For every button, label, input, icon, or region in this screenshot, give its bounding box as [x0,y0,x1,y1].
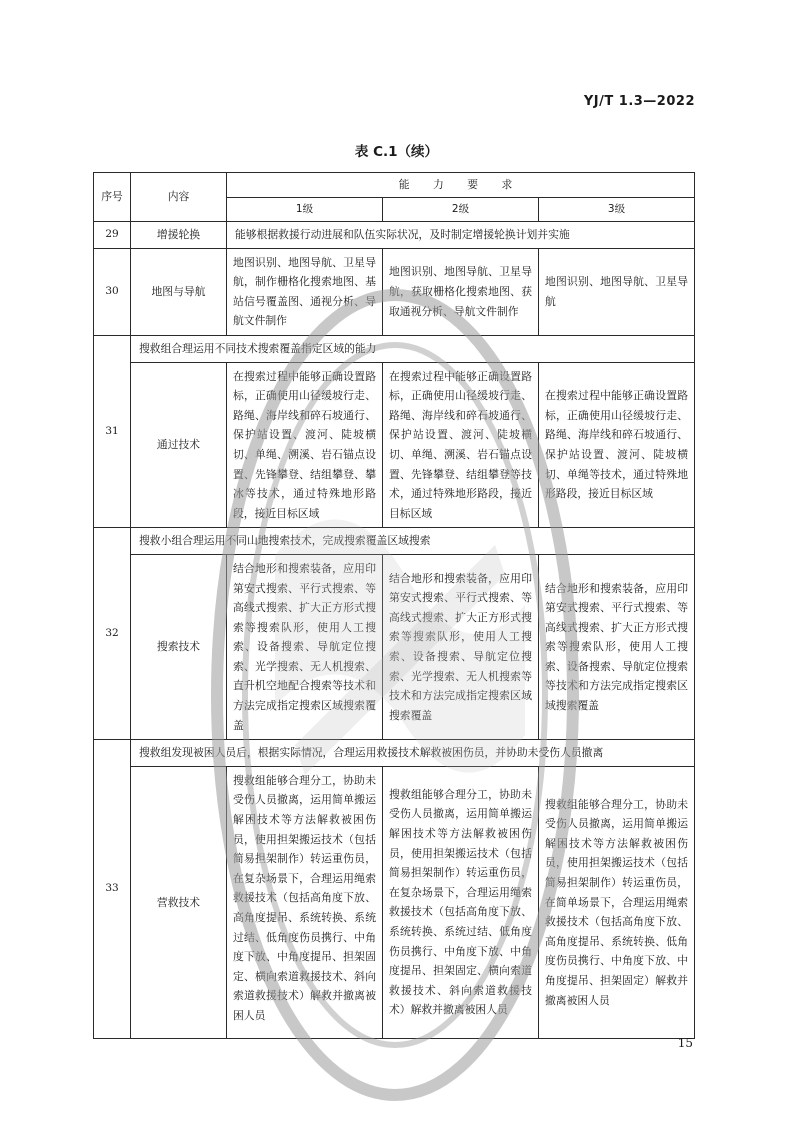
table-row [94,362,695,528]
header-level-1: 1级 [227,198,383,222]
requirement-level-1: 在搜索过程中能够正确设置路标，正确使用山径缓坡行走、路绳、海岸线和碎石坡通行、保护站设置、渡河、陡坡横切、单绳、溯溪、岩石锚点设置、先锋攀登、结组攀登、攀冰等技术，通过特殊地形路段，接近目标区域 [227,362,383,528]
page-number: 15 [677,1036,693,1050]
header-serial-no: 序号 [94,173,131,222]
table-row [94,248,695,335]
standard-code: YJ/T 1.3—2022 [583,94,695,109]
table-row [94,554,695,739]
requirement-level-3: 搜救组能够合理分工，协助未受伤人员撤离，运用简单搬运解困技术等方法解救被困伤员，使用担架搬运技术（包括简易担架制作）转运重伤员，在简单场景下，合理运用绳索救援技术（包括高角度下放、高角度提吊、系统转换、低角度伤员携行、中角度下放、中角度提吊、担架固定）解救并撤离被困人员 [539,766,695,1038]
requirement-level-1: 结合地形和搜索装备，应用印第安式搜索、平行式搜索、等高线式搜索、扩大正方形式搜索等搜索队形，使用人工搜索、设备搜索、导航定位搜索、光学搜索、无人机搜索、直升机空地配合搜索等技术和方法完成指定搜索区域搜索覆盖 [227,554,383,739]
row-content: 营救技术 [131,766,227,1038]
row-content: 通过技术 [131,362,227,528]
row-number: 30 [94,248,131,335]
requirement-level-3: 地图识别、地图导航、卫星导航 [539,248,695,335]
table-row [94,528,695,555]
header-ability-requirements: 能 力 要 求 [227,173,695,198]
table-row [94,335,695,362]
table-row [94,766,695,1038]
header-content: 内容 [131,173,227,222]
row-content: 增援轮换 [131,222,227,249]
table-row [94,740,695,767]
requirement-level-3: 在搜索过程中能够正确设置路标，正确使用山径缓坡行走、路绳、海岸线和碎石坡通行、保护站设置、渡河、陡坡横切、单绳等技术，通过特殊地形路段，接近目标区域 [539,362,695,528]
requirement-level-2: 在搜索过程中能够正确设置路标，正确使用山径缓坡行走、路绳、海岸线和碎石坡通行、保护站设置、渡河、陡坡横切、单绳、溯溪、岩石锚点设置、先锋攀登、结组攀登等技术，通过特殊地形路段，接近目标区域 [383,362,539,528]
row-content: 搜索技术 [131,554,227,739]
requirement-level-2: 搜救组能够合理分工，协助未受伤人员撤离，运用简单搬运解困技术等方法解救被困伤员，使用担架搬运技术（包括简易担架制作）转运重伤员，在复杂场景下，合理运用绳索救援技术（包括高角度下放、系统转换、系统过结、低角度伤员携行、中角度下放、中角度提吊、担架固定、横向索道救援技术、斜向索道救援技术）解救并撤离被困人员 [383,766,539,1038]
row-summary: 搜救小组合理运用不同山地搜索技术，完成搜索覆盖区域搜索 [131,528,695,555]
header-level-2: 2级 [383,198,539,222]
row-number: 31 [94,335,131,527]
row-number: 32 [94,528,131,740]
requirement-level-2: 结合地形和搜索装备，应用印第安式搜索、平行式搜索、等高线式搜索、扩大正方形式搜索等搜索队形，使用人工搜索、设备搜索、导航定位搜索、光学搜索、无人机搜索等技术和方法完成指定搜索区域搜索覆盖 [383,554,539,739]
table-caption: 表 C.1（续） [354,144,439,160]
requirement-level-2: 地图识别、地图导航、卫星导航，获取栅格化搜索地图、获取通视分析、导航文件制作 [383,248,539,335]
table-row [94,222,695,249]
row-summary: 搜救组合理运用不同技术搜索覆盖指定区域的能力 [131,335,695,362]
requirement-level-1: 搜救组能够合理分工，协助未受伤人员撤离，运用简单搬运解困技术等方法解救被困伤员，使用担架搬运技术（包括简易担架制作）转运重伤员，在复杂场景下，合理运用绳索救援技术（包括高角度下放、高角度提吊、系统转换、系统过结、低角度伤员携行、中角度下放、中角度提吊、担架固定、横向索道救援技术、斜向索道救援技术）解救并撤离被困人员 [227,766,383,1038]
row-requirement-all-levels: 能够根据救援行动进展和队伍实际状况，及时制定增援轮换计划并实施 [227,222,695,249]
row-content: 地图与导航 [131,248,227,335]
row-number: 33 [94,740,131,1039]
row-number: 29 [94,222,131,249]
requirement-level-1: 地图识别、地图导航、卫星导航，制作栅格化搜索地图、基站信号覆盖图、通视分析、导航文件制作 [227,248,383,335]
requirement-level-3: 结合地形和搜索装备，应用印第安式搜索、平行式搜索、等高线式搜索、扩大正方形式搜索等搜索队形，使用人工搜索、设备搜索、导航定位搜索等技术和方法完成指定搜索区域搜索覆盖 [539,554,695,739]
ability-requirements-table [93,172,695,1039]
header-level-3: 3级 [539,198,695,222]
row-summary: 搜救组发现被困人员后，根据实际情况，合理运用救援技术解救被困伤员，并协助未受伤人员撤离 [131,740,695,767]
